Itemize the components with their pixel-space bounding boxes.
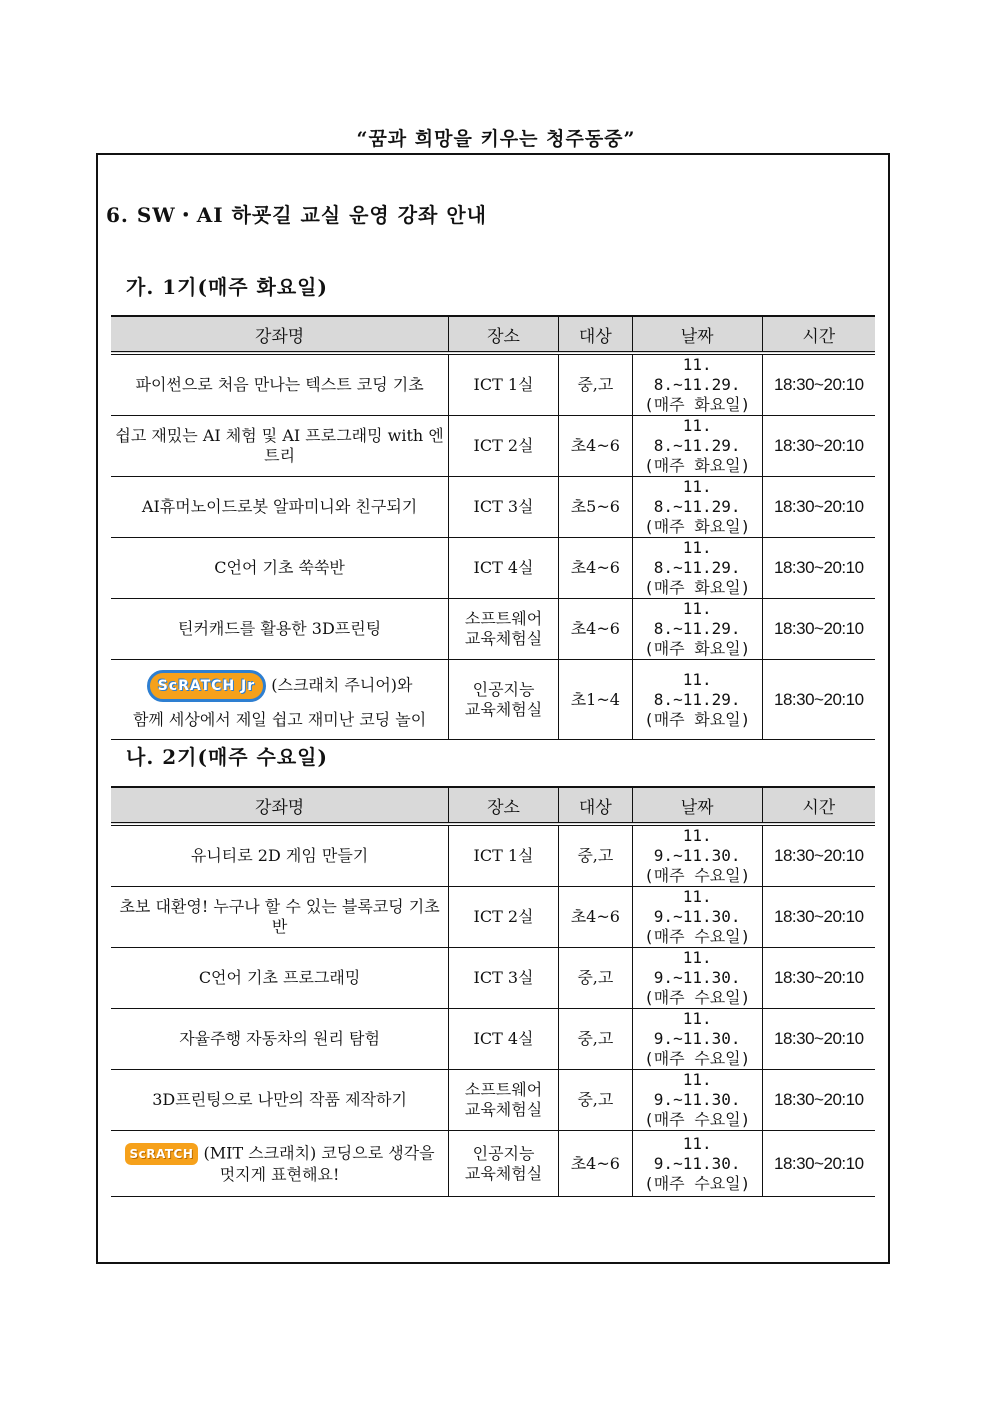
table-row xyxy=(111,353,875,416)
course-date xyxy=(632,1131,762,1197)
course-target: 초4~6 xyxy=(558,887,632,948)
course-date xyxy=(632,538,762,599)
course-name: 3D프린팅으로 나만의 작품 제작하기 xyxy=(111,1070,449,1131)
course-name: C언어 기초 쑥쑥반 xyxy=(111,538,449,599)
course-target: 초4~6 xyxy=(558,538,632,599)
course-place: ICT 1실 xyxy=(449,824,559,887)
course-name-line2: 함께 세상에서 제일 쉽고 재미난 코딩 놀이 xyxy=(132,709,427,729)
course-date xyxy=(632,824,762,887)
date-weekday: (매주 화요일) xyxy=(644,639,751,658)
date-weekday: (매주 화요일) xyxy=(644,578,751,597)
course-date xyxy=(632,1009,762,1070)
table-row xyxy=(111,538,875,599)
course-date xyxy=(632,477,762,538)
course-place xyxy=(449,1070,559,1131)
course-name-line1 xyxy=(115,670,444,702)
date-weekday: (매주 화요일) xyxy=(644,709,751,729)
course-place: ICT 2실 xyxy=(449,416,559,477)
header-time: 시간 xyxy=(762,316,875,353)
course-time: 18:30~20:10 xyxy=(762,660,875,740)
scratch-jr-logo: ScRATCH Jr xyxy=(147,670,266,702)
header-date: 날짜 xyxy=(632,787,762,824)
course-place: ICT 3실 xyxy=(449,477,559,538)
date-range: 11. 8.~11.29. xyxy=(653,538,741,577)
table-row xyxy=(111,824,875,887)
date-weekday: (매주 수요일) xyxy=(644,988,751,1007)
course-target: 초4~6 xyxy=(558,416,632,477)
term1-course-table xyxy=(111,315,875,740)
date-weekday: (매주 수요일) xyxy=(644,1049,751,1068)
course-date xyxy=(632,599,762,660)
date-weekday: (매주 화요일) xyxy=(644,395,751,414)
date-weekday: (매주 화요일) xyxy=(644,517,751,536)
date-weekday: (매주 수요일) xyxy=(644,1173,751,1193)
course-date xyxy=(632,660,762,740)
course-time: 18:30~20:10 xyxy=(762,824,875,887)
place-line1: 소프트웨어 xyxy=(464,609,543,628)
date-range: 11. 8.~11.29. xyxy=(653,416,741,455)
course-time: 18:30~20:10 xyxy=(762,887,875,948)
course-name xyxy=(111,660,449,740)
table-row xyxy=(111,477,875,538)
place-line1: 인공지능 xyxy=(472,679,535,699)
table-row xyxy=(111,887,875,948)
header-target: 대상 xyxy=(558,316,632,353)
school-motto: “꿈과 희망을 키우는 청주동중” xyxy=(356,128,636,150)
table-row xyxy=(111,1131,875,1197)
document-frame xyxy=(96,153,890,1264)
date-weekday: (매주 수요일) xyxy=(644,866,751,885)
scratch-logo: ScRATCH xyxy=(125,1143,199,1165)
place-line2: 교육체험실 xyxy=(464,1163,543,1183)
course-date xyxy=(632,948,762,1009)
table-header-row xyxy=(111,316,875,353)
course-time: 18:30~20:10 xyxy=(762,353,875,416)
course-target: 초4~6 xyxy=(558,599,632,660)
course-name-suffix: (스크래치 주니어)와 xyxy=(271,675,413,694)
date-range: 11. 9.~11.30. xyxy=(653,826,741,865)
course-target: 중,고 xyxy=(558,1070,632,1131)
course-name: 쉽고 재밌는 AI 체험 및 AI 프로그래밍 with 엔트리 xyxy=(111,416,449,477)
course-name-suffix: (MIT 스크래치) 코딩으로 생각을 xyxy=(203,1143,435,1162)
course-time: 18:30~20:10 xyxy=(762,599,875,660)
course-name: 자율주행 자동차의 원리 탐험 xyxy=(111,1009,449,1070)
course-place: ICT 4실 xyxy=(449,538,559,599)
table-row xyxy=(111,1009,875,1070)
date-range: 11. 9.~11.30. xyxy=(653,1009,741,1048)
table-row xyxy=(111,416,875,477)
date-weekday: (매주 수요일) xyxy=(644,927,751,946)
table-row xyxy=(111,599,875,660)
date-weekday: (매주 화요일) xyxy=(644,456,751,475)
course-name xyxy=(111,1131,449,1197)
course-name-line1 xyxy=(115,1143,444,1165)
course-place xyxy=(449,599,559,660)
header-place: 장소 xyxy=(449,316,559,353)
section-title: 6. SW・AI 하굣길 교실 운영 강좌 안내 xyxy=(106,203,487,227)
course-target: 초5~6 xyxy=(558,477,632,538)
course-date xyxy=(632,887,762,948)
place-line2: 교육체험실 xyxy=(464,699,543,719)
course-target: 중,고 xyxy=(558,948,632,1009)
course-target: 초1~4 xyxy=(558,660,632,740)
course-time: 18:30~20:10 xyxy=(762,1009,875,1070)
course-name: 파이썬으로 처음 만나는 텍스트 코딩 기초 xyxy=(111,353,449,416)
table-row xyxy=(111,660,875,740)
course-time: 18:30~20:10 xyxy=(762,477,875,538)
place-line1: 소프트웨어 xyxy=(464,1080,543,1099)
header-place: 장소 xyxy=(449,787,559,824)
course-time: 18:30~20:10 xyxy=(762,1131,875,1197)
date-range: 11. 9.~11.30. xyxy=(653,1070,741,1109)
course-place xyxy=(449,1131,559,1197)
term2-title: 나. 2기(매주 수요일) xyxy=(126,745,328,769)
course-target: 중,고 xyxy=(558,824,632,887)
date-weekday: (매주 수요일) xyxy=(644,1110,751,1129)
course-place: ICT 4실 xyxy=(449,1009,559,1070)
course-date xyxy=(632,1070,762,1131)
header-name: 강좌명 xyxy=(111,316,449,353)
table-row xyxy=(111,1070,875,1131)
course-place: ICT 3실 xyxy=(449,948,559,1009)
date-range: 11. 8.~11.29. xyxy=(653,477,741,516)
header-name: 강좌명 xyxy=(111,787,449,824)
term1-title: 가. 1기(매주 화요일) xyxy=(126,275,328,299)
date-range: 11. 8.~11.29. xyxy=(653,355,741,394)
course-place: ICT 1실 xyxy=(449,353,559,416)
course-date xyxy=(632,416,762,477)
place-line1: 인공지능 xyxy=(472,1143,535,1163)
course-target: 중,고 xyxy=(558,1009,632,1070)
course-name: 틴커캐드를 활용한 3D프린팅 xyxy=(111,599,449,660)
course-time: 18:30~20:10 xyxy=(762,538,875,599)
course-date xyxy=(632,353,762,416)
course-time: 18:30~20:10 xyxy=(762,948,875,1009)
course-target: 초4~6 xyxy=(558,1131,632,1197)
course-name: 초보 대환영! 누구나 할 수 있는 블록코딩 기초반 xyxy=(111,887,449,948)
table-header-row xyxy=(111,787,875,824)
course-name: AI휴머노이드로봇 알파미니와 친구되기 xyxy=(111,477,449,538)
date-range: 11. 9.~11.30. xyxy=(653,948,741,987)
date-range: 11. 8.~11.29. xyxy=(653,669,741,709)
date-range: 11. 9.~11.30. xyxy=(653,1133,741,1173)
place-line2: 교육체험실 xyxy=(464,629,543,648)
course-time: 18:30~20:10 xyxy=(762,1070,875,1131)
course-name: C언어 기초 프로그래밍 xyxy=(111,948,449,1009)
course-place: ICT 2실 xyxy=(449,887,559,948)
course-name: 유니티로 2D 게임 만들기 xyxy=(111,824,449,887)
course-place xyxy=(449,660,559,740)
date-range: 11. 8.~11.29. xyxy=(653,599,741,638)
place-line2: 교육체험실 xyxy=(464,1100,543,1119)
date-range: 11. 9.~11.30. xyxy=(653,887,741,926)
header-target: 대상 xyxy=(558,787,632,824)
course-target: 중,고 xyxy=(558,353,632,416)
course-time: 18:30~20:10 xyxy=(762,416,875,477)
header-date: 날짜 xyxy=(632,316,762,353)
term2-course-table xyxy=(111,786,875,1197)
header-time: 시간 xyxy=(762,787,875,824)
course-name-line2: 멋지게 표현해요! xyxy=(219,1164,340,1184)
table-row xyxy=(111,948,875,1009)
